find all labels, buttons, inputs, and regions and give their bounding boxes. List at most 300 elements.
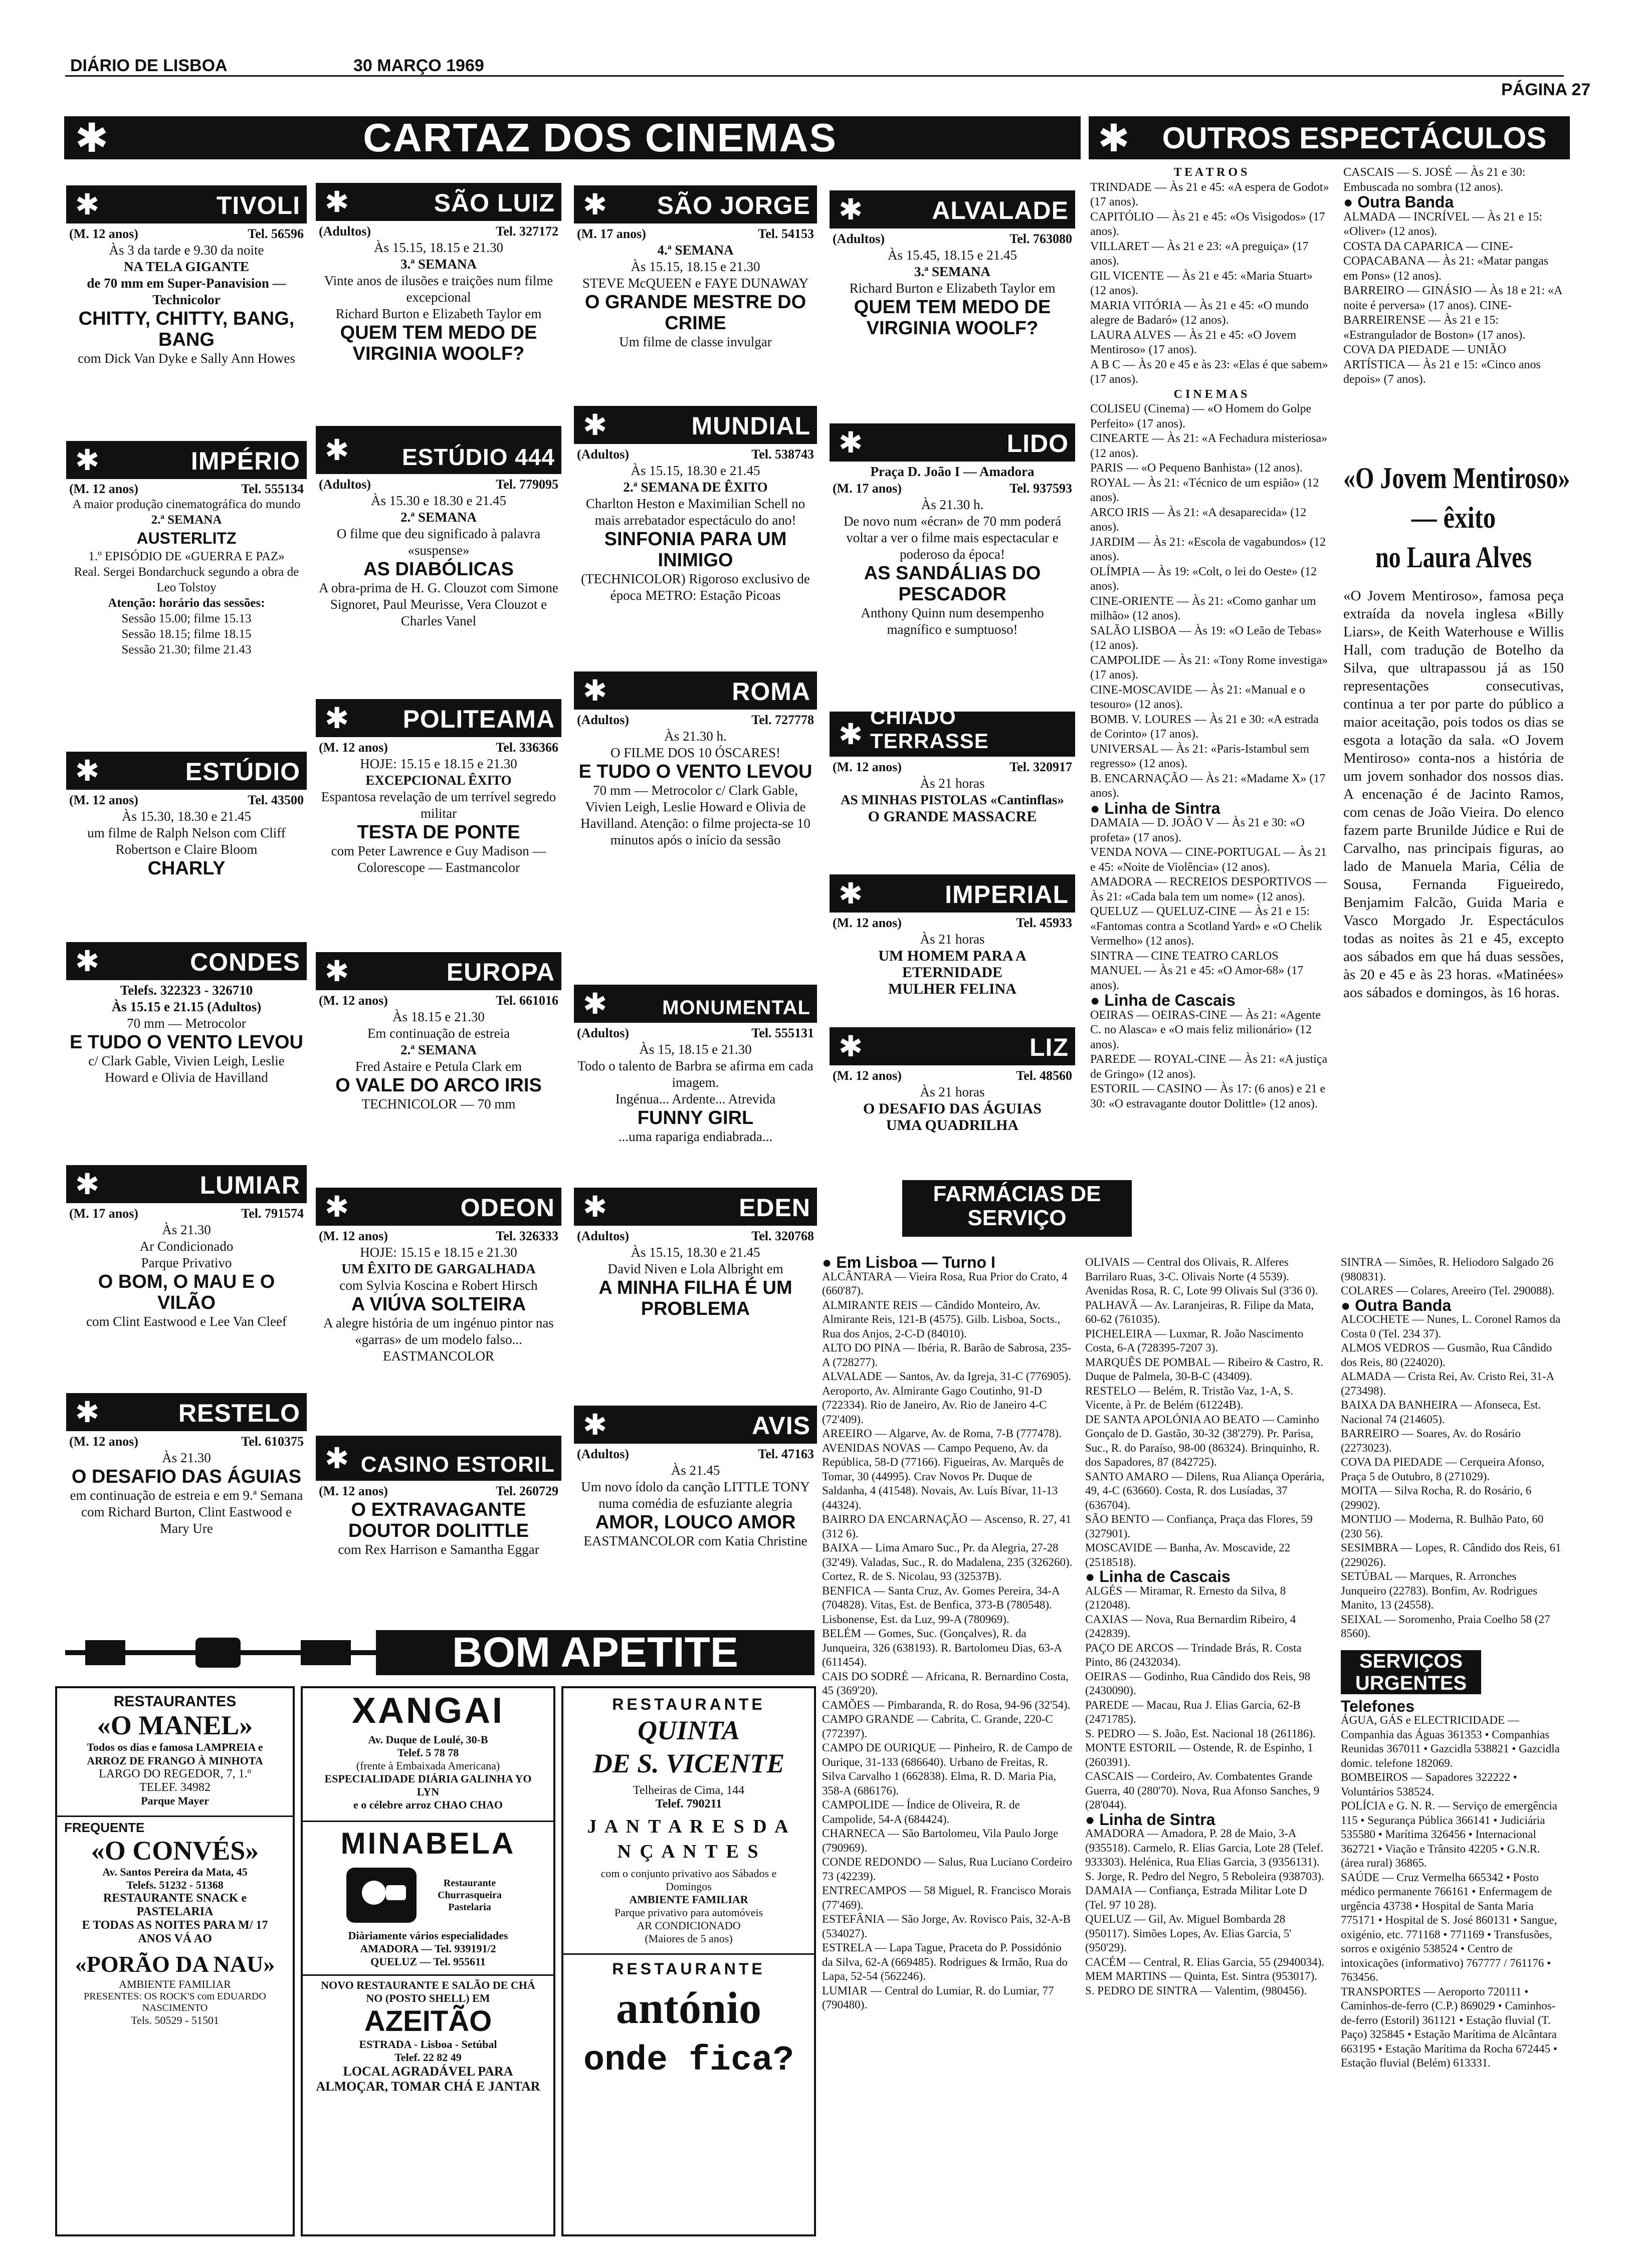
showtimes: Às 18.15 e 21.30 (392, 1009, 485, 1024)
section-heading: C I N E M A S (1173, 387, 1248, 401)
cartaz-banner (64, 116, 1081, 159)
info: ...uma rapariga endiabrada... (618, 1129, 773, 1144)
listing: SINTRA — Simões, R. Heliodoro Salgado 26 (980831). (1341, 1256, 1554, 1283)
listing: VENDA NOVA — CINE-PORTUGAL — Às 21 e 45: «Noite de Violência» (12 anos). (1090, 846, 1327, 874)
film-title: UMA QUADRILHA (886, 1117, 1019, 1133)
rating: (M. 12 anos) (833, 760, 902, 774)
ad-text: J A N T A R E S D A N Ç A N T E S (587, 1816, 790, 1862)
phone: Tel. 661016 (496, 993, 558, 1008)
listing: SALÃO LISBOA — Às 19: «O Leão de Tebas» (12 anos). (1090, 624, 1322, 652)
rating: (M. 12 anos) (69, 482, 138, 496)
asterisk-icon: ✱ (68, 944, 107, 979)
info: De novo num «écran» de 70 mm poderá voltar a ver o filme mais espectacular e poderoso da época! (843, 514, 1062, 562)
cinema-imperial (830, 874, 1075, 997)
listing: AMADORA — Amadora, P. 28 de Maio, 3-A (935518). Carmelo, R. Elias Garcia, Lote 28 (Telef. 933303). Helénica, Rua Elias Garcia, 3 (9356131). S. Jorge, R. Pedro del Negro, 5 Reboleira (938703). (1085, 1827, 1324, 1883)
asterisk-icon: ✱ (68, 1395, 107, 1430)
restaurant-quinta-ad (561, 1686, 816, 2236)
showtimes: Às 15.15, 18.15 e 21.30 (374, 240, 503, 255)
cast: Anthony Quinn num desempenho magnífico e sumptuoso! (861, 605, 1044, 637)
cinema-monumental (574, 985, 817, 1145)
info: 2.ª SEMANA (151, 513, 222, 527)
asterisk-icon: ✱ (831, 713, 870, 755)
listing: OLÍMPIA — Às 19: «Colt, o lei do Oeste» (12 anos). (1090, 565, 1317, 593)
phone: Tel. 937593 (1009, 481, 1072, 496)
listing: BARREIRO — GINÁSIO — Às 18 e 21: «A noite é perversa» (17 anos). CINE-BARREIRENSE — Às 21 e 15: «Estrangulador de Boston» (17 anos). (1343, 284, 1562, 342)
showtimes: Às 21.30 h. (664, 729, 727, 744)
ad-text: RESTAURANTE SNACK e PASTELARIA (103, 1892, 247, 1918)
cartaz-title: CARTAZ DOS CINEMAS (363, 115, 837, 160)
cinema-name: RESTELO (107, 1395, 305, 1430)
listing: CINEARTE — Às 21: «A Fechadura misteriosa» (12 anos). (1090, 432, 1328, 460)
listing: CAPITÓLIO — Às 21 e 45: «Os Visigodos» (17 anos). (1090, 210, 1325, 238)
rating: (Adultos) (577, 1026, 630, 1040)
cinema-alvalade (830, 190, 1075, 339)
cinema-name: MONUMENTAL (615, 986, 816, 1021)
address: Av. Duque de Loulé, 30-B (368, 1733, 488, 1746)
listing: PICHELEIRA — Luxmar, R. João Nascimento Costa, 6-A (728395-7207 3). (1085, 1327, 1304, 1354)
cinema-name: SÃO LUIZ (356, 184, 560, 219)
restaurant-o-manel-ad (55, 1686, 295, 2236)
cast: David Niven e Lola Albright em (607, 1261, 783, 1276)
section-heading: ● Outra Banda (1341, 1296, 1452, 1314)
cinema-restelo (66, 1393, 307, 1537)
phone: Tel. 763080 (1009, 232, 1072, 246)
cinema-name: ALVALADE (870, 192, 1074, 227)
film-title: UM HOMEM PARA A ETERNIDADE (878, 948, 1027, 981)
info: NA TELA GIGANTE (123, 259, 250, 274)
info: O filme que deu significado à palavra «suspense» (336, 526, 541, 558)
listing: DAMAIA — Confiança, Estrada Militar Lote D (Tel. 97 10 28). (1085, 1884, 1307, 1911)
listing: CINE-ORIENTE — Às 21: «Como ganhar um milhão» (12 anos). (1090, 594, 1316, 622)
cast: em continuação de estreia e em 9.ª Semana com Richard Burton, Clint Eastwood e Mary Ure (70, 1488, 303, 1536)
phone: Tel. 48560 (1016, 1068, 1072, 1083)
phone: QUELUZ — Tel. 955611 (370, 1955, 486, 1968)
cinema-name: SÃO JORGE (615, 187, 816, 222)
listing: B. ENCARNAÇÃO — Às 21: «Madame X» (17 anos). (1090, 772, 1326, 800)
listing: ALGÉS — Miramar, R. Ernesto da Silva, 8 (212048). (1085, 1584, 1286, 1611)
ad-text: PRESENTES: OS ROCK'S com EDUARDO NASCIMENTO (84, 1991, 266, 2013)
info: Atenção: horário das sessões: (108, 596, 265, 610)
listing: SESIMBRA — Lopes, R. Cândido dos Reis, 61 (229026). (1341, 1541, 1561, 1568)
asterisk-icon: ✱ (831, 876, 870, 911)
listing: ROYAL — Às 21: «Técnico de um espião» (12 anos). (1090, 476, 1319, 504)
info: 70 mm — Metrocolor (127, 1016, 246, 1031)
listing: AREEIRO — Algarve, Av. de Roma, 7-B (777478). (822, 1427, 1062, 1440)
listing: LUMIAR — Central do Lumiar, R. do Lumiar, 77 (790480). (822, 1984, 1054, 2011)
address: Telheiras de Cima, 144 (633, 1784, 745, 1797)
cinema-tivoli (66, 185, 307, 367)
info: AS MINHAS PISTOLAS «Cantinflas» (841, 792, 1064, 807)
cast: EASTMANCOLOR com Katia Christine (583, 1533, 807, 1548)
asterisk-icon: ✱ (317, 1437, 356, 1479)
section-heading: ● Outra Banda (1343, 193, 1454, 211)
rating: (M. 12 anos) (69, 226, 138, 241)
phone: Tel. 320768 (751, 1229, 814, 1243)
listing: ESTORIL — CASINO — Às 17: (6 anos) e 21 e 30: «O estravagante doutor Dolittle» (12 anos). (1090, 1082, 1326, 1110)
showtimes: Às 21 horas (920, 932, 985, 947)
info: UM ÊXITO DE GARGALHADA (341, 1261, 536, 1276)
listing: OEIRAS — OEIRAS-CINE — Às 21: «Agente C. no Alasca» e «O mais feliz milionário» (12 anos). (1090, 1008, 1321, 1051)
restaurant-name: MINABELA (340, 1827, 516, 1860)
info: Em continuação de estreia (367, 1026, 510, 1041)
cinema-europa (316, 952, 561, 1112)
film-title: CHITTY, CHITTY, BANG, BANG (78, 308, 295, 350)
listing: ALCOCHETE — Nunes, L. Coronel Ramos da Costa 0 (Tel. 234 37). (1341, 1313, 1561, 1340)
film-title: O BOM, O MAU E O VILÃO (98, 1271, 275, 1313)
showtimes: Às 21.45 (671, 1463, 720, 1478)
address: LARGO DO REGEDOR, 7, 1.º (98, 1767, 252, 1780)
cinema-avis (574, 1406, 817, 1549)
showtimes: Às 3 da tarde e 9.30 da noite (109, 243, 264, 258)
listing: BAIXA DA BANHEIRA — Afonseca, Est. Nacional 74 (214605). (1341, 1399, 1541, 1426)
asterisk-icon: ✱ (575, 187, 615, 222)
cinema-name: LIZ (870, 1029, 1074, 1064)
info: 2.ª SEMANA (400, 1042, 477, 1057)
listing: SAÚDE — Cruz Vermelha 665342 • Posto médico permanente 766161 • Enfermagem de urgência 43738 • Hospital de Santa Maria 775171 • Hospital de S. José 860131 • Sangue, oxigénio, etc. 771168 • 771169 • Transfusões, sorros e oxigénio 538524 • Centro de intoxicações (informativo) 767777 / 761176 • 763456. (1341, 1871, 1557, 1983)
paper-date: 30 MARÇO 1969 (353, 56, 484, 75)
listing: JARDIM — Às 21: «Escola de vagabundos» (12 anos). (1090, 535, 1326, 563)
paper-name: DIÁRIO DE LISBOA (70, 56, 228, 75)
cutlery-icon (65, 1630, 376, 1675)
rating: (M. 17 anos) (577, 226, 646, 241)
showtimes: HOJE: 15.15 e 18.15 e 21.30 (360, 756, 517, 771)
ad-text: com o conjunto privativo aos Sábados e Domingos (600, 1867, 777, 1893)
ad-text: E TODAS AS NOITES PARA M/ 17 ANOS VÁ AO (82, 1919, 268, 1945)
cinema-imperio (66, 441, 307, 657)
listing: TRANSPORTES — Aeroporto 720111 • Caminhos-de-ferro (C.P.) 869029 • Caminhos-de-ferro (Estoril) 361121 • Estação fluvial (T. Paço) 325845 • Estação Marítima de Alcântara 663195 • Estação Marítima da Rocha 672445 • Estação fluvial (Belém) 613331. (1341, 1985, 1557, 2069)
listing: QUELUZ — QUELUZ-CINE — Às 21 e 15: «Fantomas contra a Scotland Yard» e «O Chelik Vermelho» (12 anos). (1090, 905, 1322, 948)
film-title: SINFONIA PARA UM INIMIGO (604, 529, 787, 571)
cinema-name: POLITEAMA (356, 701, 560, 736)
showtimes: Às 21 horas (920, 1084, 985, 1099)
info: Vinte anos de ilusões e traições num filme excepcional (324, 273, 553, 305)
rating: (M. 12 anos) (319, 1484, 388, 1498)
listing: MONTIJO — Moderna, R. Bulhão Pato, 60 (230 56). (1341, 1513, 1544, 1540)
restaurant-name: XANGAI (351, 1691, 505, 1731)
listing: DAMAIA — D. JOÃO V — Às 21 e 30: «O profeta» (17 anos). (1090, 816, 1305, 844)
listing: SEIXAL — Soromenho, Praia Coelho 58 (27 8560). (1341, 1613, 1550, 1640)
asterisk-icon: ✱ (831, 1029, 870, 1064)
ad-text: Parque Mayer (141, 1794, 209, 1807)
listing: ALMOS VEDROS — Gusmão, Rua Cândido dos Reis, 80 (224020). (1341, 1341, 1552, 1369)
asterisk-icon: ✱ (317, 701, 356, 736)
film-title: AMOR, LOUCO AMOR (595, 1512, 796, 1533)
film-title: O GRANDE MASSACRE (868, 808, 1037, 825)
listing: ALVALADE — Santos, Av. da Igreja, 31-C (776905). Aeroporto, Av. Almirante Gago Coutinho, 91-D (722334). Rio de Janeiro, Av. Rio de Janeiro 4-C (72'409). (822, 1370, 1072, 1426)
listing: COVA DA PIEDADE — Cerqueira Afonso, Praça 5 de Outubro, 8 (271029). (1341, 1456, 1544, 1483)
farmacias-column-2 (1085, 1255, 1326, 1998)
ad-heading: NOVO RESTAURANTE E SALÃO DE CHÁ NO (POSTO SHELL) EM (321, 1979, 535, 2004)
chef-logo-icon (344, 1865, 419, 1925)
rating: (Adultos) (319, 224, 371, 239)
film-title: QUEM TEM MEDO DE VIRGINIA WOOLF? (854, 297, 1051, 339)
asterisk-icon: ✱ (317, 427, 356, 473)
cast: um filme de Ralph Nelson com Cliff Robertson e Claire Bloom (87, 825, 286, 857)
showtimes: Às 21.30 h. (921, 497, 984, 512)
asterisk-icon: ✱ (575, 1407, 615, 1442)
asterisk-icon: ✱ (317, 954, 356, 989)
listing: MARIA VITÓRIA — Às 21 e 45: «O mundo alegre de Badaró» (12 anos). (1090, 299, 1309, 327)
restaurant-name: antónio (616, 1983, 762, 2033)
listing: OLIVAIS — Central dos Olivais, R. Alferes Barrilaro Ruas, 3-C. Olivais Norte (4 5539). Avenidas Rosa, R. C, Lote 99 Olivais Sul (3'36 0). (1085, 1256, 1318, 1297)
ad-text: Todos os dias e famosa LAMPREIA e ARROZ DE FRANGO À MINHOTA (87, 1741, 263, 1767)
film-title: QUEM TEM MEDO DE VIRGINIA WOOLF? (340, 322, 537, 364)
restaurant-name: AZEITÃO (364, 2005, 492, 2037)
rating: (M. 12 anos) (69, 1434, 138, 1449)
section-heading: Telefones (1341, 1697, 1414, 1715)
listing: CACÉM — Central, R. Elias Garcia, 55 (2940034). (1085, 1955, 1325, 1968)
listing: AVENIDAS NOVAS — Campo Pequeno, Av. da República, 58-D (77166). Figueiras, Av. Marquês de Tomar, 30 (44995). Crav Novos Pr. Duque de Saldanha, 4 (41548). Novais, Av. Luís Bívar, 11-13 (44324). (822, 1441, 1064, 1511)
listing: MARQUÊS DE POMBAL — Ribeiro & Castro, R. Duque de Palmela, 30-B-C (43409). (1085, 1355, 1324, 1383)
rating: (M. 12 anos) (319, 740, 388, 755)
cinema-chiado-terrasse (830, 705, 1075, 825)
restaurant-name: QUINTA (637, 1715, 740, 1745)
listing: CAMPOLIDE — Índice de Oliveira, R. de Campolide, 54-A (684424). (822, 1798, 1020, 1826)
listing: POLÍCIA e G. N. R. — Serviço de emergência 115 • Segurança Pública 366141 • Judiciária 535580 • Marítima 326456 • Internacional 362721 • Viação e Trânsito 42205 • G.N.R. (área rural) 36865. (1341, 1799, 1558, 1869)
ad-text: onde fica? (583, 2041, 794, 2081)
article-title: — êxito (1411, 501, 1496, 534)
section-heading: ● Linha de Cascais (1085, 1567, 1231, 1585)
listing: ALMADA — Crista Rei, Av. Cristo Rei, 31-A (273498). (1341, 1370, 1554, 1397)
showtimes: Às 21.30 (162, 1450, 211, 1465)
servicos-title: SERVIÇOS URGENTES (1341, 1650, 1481, 1694)
listing: PAREDE — Macau, Rua J. Elias Garcia, 62-B (2471785). (1085, 1698, 1301, 1725)
cinema-lumiar (66, 1165, 307, 1330)
listing: CHARNECA — São Bartolomeu, Vila Paulo Jorge (790969). (822, 1827, 1059, 1854)
cinema-name: IMPERIAL (870, 876, 1074, 911)
cast: com Sylvia Koscina e Robert Hirsch (339, 1278, 538, 1293)
phone: Tel. 54153 (758, 226, 814, 241)
info: (TECHNICOLOR) Rigoroso exclusivo de época METRO: Estação Picoas (581, 571, 810, 603)
film-title: MULHER FELINA (888, 981, 1016, 997)
farmacias-title: FARMÁCIAS DE SERVIÇO (902, 1180, 1132, 1237)
outros-banner (1089, 116, 1570, 159)
ad-text: AR CONDICIONADO (637, 1919, 741, 1932)
cast: STEVE McQUEEN e FAYE DUNAWAY (582, 276, 809, 291)
farmacias-column-1 (822, 1255, 1073, 2012)
listing: ARCO IRIS — Às 21: «A desaparecida» (12 anos). (1090, 506, 1307, 534)
listing: CAMÕES — Pimbaranda, R. do Rosa, 94-96 (32'54). (822, 1698, 1071, 1711)
asterisk-icon: ✱ (575, 407, 615, 442)
film-title: O VALE DO ARCO IRIS (335, 1075, 542, 1096)
showtimes: Às 15.15, 18.30 e 21.45 (631, 463, 760, 478)
showtimes: Às 15.15, 18.15 e 21.30 (631, 259, 760, 274)
rating: (Adultos) (577, 713, 630, 727)
phone: Tel. 47163 (758, 1447, 814, 1461)
info: Espantosa revelação de um terrível segredo militar (321, 789, 556, 821)
cast: Richard Burton e Elizabeth Taylor em (849, 281, 1056, 296)
phone: Tel. 326333 (496, 1229, 558, 1243)
info: Parque Privativo (141, 1255, 232, 1270)
info: Ar Condicionado (139, 1239, 234, 1254)
phone: Telefs. 322323 - 326710 (120, 983, 253, 998)
asterisk-icon: ✱ (831, 425, 870, 460)
film-title: E TUDO O VENTO LEVOU (70, 1032, 303, 1053)
info: 2.ª SEMANA DE ÊXITO (623, 480, 768, 495)
phone: Tel. 538743 (751, 447, 814, 462)
film-title: AUSTERLITZ (136, 529, 237, 547)
listing: COSTA DA CAPARICA — CINE-COPACABANA — Às 21: «Matar pangas em Pons» (12 anos). (1343, 240, 1549, 283)
listing: GIL VICENTE — Às 21 e 45: «Maria Stuart» (12 anos). (1090, 269, 1313, 297)
listing: BAIXA — Lima Amaro Suc., Pr. da Alegria, 27-28 (32'49). Valadas, Suc., R. do Madalena, 235 (326260). Cortez, R. de S. Nicolau, 93 (32537B). (822, 1541, 1073, 1582)
session: Sessão 18.15; filme 18.15 (121, 627, 252, 641)
ad-text: (Maiores de 5 anos) (645, 1932, 733, 1945)
ad-text: Diàriamente vários especialidades (348, 1929, 508, 1942)
cinema-name: ESTÚDIO (107, 753, 305, 788)
ad-text: AMBIENTE FAMILIAR (629, 1893, 748, 1906)
phone: Tel. 56596 (248, 226, 304, 241)
info: de 70 mm em Super-Panavision — Technicolor (87, 276, 286, 307)
listing: MONTE ESTORIL — Ostende, R. de Espinho, 1 (260391). (1085, 1741, 1313, 1768)
rating: (M. 12 anos) (833, 1068, 902, 1083)
phone: Telef. 22 82 49 (394, 2051, 462, 2064)
asterisk-icon: ✱ (831, 192, 870, 227)
cinema-name: CASINO ESTORIL (356, 1437, 560, 1479)
cinema-name: CHIADO TERRASSE (870, 713, 1074, 755)
listing: ENTRECAMPOS — 58 Miguel, R. Francisco Morais (77'469). (822, 1884, 1072, 1911)
info: Ingénua... Ardente... Atrevida (615, 1091, 776, 1106)
phone: Telefs. 51232 - 51368 (126, 1879, 224, 1891)
cinema-eden (574, 1188, 817, 1319)
cinema-roma (574, 671, 817, 848)
cinema-name: EUROPA (356, 954, 560, 989)
rating: (Adultos) (577, 447, 630, 462)
listing: DE SANTA APOLÓNIA AO BEATO — Caminho Gonçalo de D. Gastão, 30-32 (38'279). Pr. Parisa, Suc., R. do Paraíso, 98-00 (86324). Brinquinho, R. dos Sapadores, 87 (842725). (1085, 1413, 1320, 1468)
listing: BOMB. V. LOURES — Às 21 e 30: «A estrada de Corinto» (17 anos). (1090, 713, 1319, 741)
cast: Charlton Heston e Maximilian Schell no mais arrebatador espectáculo do ano! (585, 496, 805, 528)
phone: Tel. 260729 (496, 1484, 558, 1498)
listing: BENFICA — Santa Cruz, Av. Gomes Pereira, 34-A (704828). Vitas, Est. de Benfica, 373-B (780548). Lisbonense, Est. da Luz, 99-A (780969). (822, 1584, 1060, 1626)
session: Sessão 15.00; filme 15.13 (121, 612, 252, 625)
listing: QUELUZ — Gil, Av. Miguel Bombarda 28 (950117). Simões Lopes, Av. Elias Garcia, 5' (950'29). (1085, 1913, 1292, 1954)
showtimes: Às 21 horas (920, 776, 985, 791)
phone: Tel. 45933 (1016, 916, 1072, 930)
cinema-mundial (574, 406, 817, 604)
film-title: TESTA DE PONTE (357, 822, 520, 843)
phone: Tel. 791574 (241, 1206, 304, 1221)
info: O FILME DOS 10 ÓSCARES! (610, 745, 781, 760)
listing: A B C — Às 20 e 45 e às 23: «Elas é que sabem» (17 anos). (1090, 358, 1328, 386)
cast: Fred Astaire e Petula Clark em (355, 1059, 522, 1074)
film-title: O EXTRAVAGANTE DOUTOR DOLITTLE (348, 1499, 529, 1541)
ad-text: e o célebre arroz CHAO CHAO (353, 1798, 503, 1811)
listing: TRINDADE — Às 21 e 45: «A espera de Godot» (17 anos). (1090, 180, 1329, 208)
film-title: FUNNY GIRL (637, 1107, 754, 1128)
bom-apetite-banner (65, 1629, 814, 1676)
listing: CONDE REDONDO — Salus, Rua Luciano Cordeiro 73 (42239). (822, 1856, 1072, 1883)
phone: TELEF. 34982 (139, 1781, 211, 1794)
rating: (M. 17 anos) (833, 481, 902, 496)
listing: SETÚBAL — Marques, R. Arronches Junqueiro (22783). Bonfim, Av. Rodrigues Manito, 13 (24558). (1341, 1570, 1538, 1611)
listing: COLARES — Colares, Areeiro (Tel. 290088). (1341, 1284, 1555, 1297)
phone: Telef. 790211 (655, 1797, 722, 1810)
listing: ALMADA — INCRÍVEL — Às 21 e 15: «Oliver» (12 anos). (1343, 210, 1543, 238)
listing: S. PEDRO DE SINTRA — Valentim, (980456). (1085, 1984, 1307, 1997)
cinema-name: IMPÉRIO (107, 442, 305, 478)
cinema-name: TIVOLI (107, 187, 305, 222)
section-heading: ● Linha de Sintra (1090, 799, 1220, 817)
listing: MOITA — Silva Rocha, R. do Rosário, 6 (29902). (1341, 1484, 1532, 1511)
restaurant-xangai-ad (301, 1686, 555, 2236)
ad-heading: RESTAURANTES (113, 1693, 237, 1710)
cinema-sao-luiz (316, 183, 561, 364)
film-title: E TUDO O VENTO LEVOU (578, 761, 812, 782)
address: ESTRADA - Lisboa - Setúbal (359, 2038, 497, 2051)
asterisk-icon: ✱ (575, 1189, 615, 1224)
film-title: A MINHA FILHA É UM PROBLEMA (598, 1277, 792, 1319)
cinema-name: AVIS (615, 1407, 816, 1442)
showtimes: Às 15.15, 18.30 e 21.45 (631, 1245, 760, 1260)
info: 4.ª SEMANA (657, 243, 734, 258)
info: TECHNICOLOR — 70 mm (361, 1096, 516, 1111)
phone: Tel. 610375 (241, 1434, 304, 1449)
listing: PALHAVÃ — Av. Laranjeiras, R. Filipe da Mata, 60-62 (761035). (1085, 1298, 1314, 1325)
film-title: O DESAFIO DAS ÁGUIAS (71, 1466, 302, 1487)
showtimes: Às 15.30 e 18.30 e 21.45 (371, 493, 506, 508)
showtimes: Às 15.15 e 21.15 (Adultos) (111, 999, 262, 1014)
listing: LAURA ALVES — Às 21 e 45: «O Jovem Mentiroso» (17 anos). (1090, 328, 1297, 356)
cinema-name: MUNDIAL (615, 407, 816, 442)
article-body: «O Jovem Mentiroso», famosa peça extraída da novela inglesa «Billy Liars», de Keith Waterhouse e Willis Hall, com tradução de Botelho da Silva, que ultrapassou já as 150 representações consecutivas, continua a ter por parte do público a maior aceitação, pois todos os dias se esgota a lotação da sala. «O Jovem Mentiroso» conta-nos a história de um jovem sonhador dos nossos dias. A encenação é de Jacinto Ramos, com cenas de João Vieira. Do elenco fazem parte Brunilde Júdice e Rui de Carvalho, nas principais figuras, ao lado de Manuela Maria, Célia de Sousa, Fernanda Figueiredo, Benjamim Falcão, Guida Maria e Vasco Morgado Jr. Espectáculos todas as noites às 21 e 45, excepto aos sábados em que há duas sessões, às 20 e 45 e às 23 horas. «Matinées» aos sábados e domingos, às 16 horas. (1343, 588, 1564, 1001)
article-title: no Laura Alves (1375, 541, 1532, 574)
asterisk-icon: ✱ (68, 1167, 107, 1202)
listing: ESTEFÂNIA — São Jorge, Av. Rovisco Pais, 32-A-B (534027). (822, 1913, 1071, 1940)
showtimes: Às 15.30, 18.30 e 21.45 (122, 809, 251, 824)
listing: PAREDE — ROYAL-CINE — Às 21: «A justiça de Gringo» (12 anos). (1090, 1053, 1328, 1081)
ad-heading: RESTAURANTE (612, 1695, 765, 1713)
listing: BARREIRO — Soares, Av. do Rosário (2273023). (1341, 1427, 1521, 1454)
listing: ALCÂNTARA — Vieira Rosa, Rua Prior do Crato, 4 (660'87). (822, 1270, 1068, 1297)
cinema-sao-jorge (574, 185, 817, 350)
listing: RESTELO — Belém, R. Tristão Vaz, 1-A, S. Vicente, à Pr. de Belém (61224B). (1085, 1384, 1293, 1411)
showtimes: HOJE: 15.15 e 18.15 e 21.30 (360, 1245, 517, 1260)
cinema-odeon (316, 1188, 561, 1365)
rating: (M. 12 anos) (319, 993, 388, 1008)
showtimes: Às 15, 18.15 e 21.30 (639, 1042, 752, 1057)
listing: CAMPO DE OURIQUE — Pinheiro, R. de Campo de Ourique, 31-133 (686640). Urbano de Freitas, R. Silva Carvalho 1 (662838). Elma, R. D. Maria Pia, 358-A (686176). (822, 1741, 1073, 1797)
info: 1.º EPISÓDIO DE «GUERRA E PAZ» (88, 550, 285, 563)
listing: CINE-MOSCAVIDE — Às 21: «Manual e o tesouro» (12 anos). (1090, 683, 1305, 711)
address: Praça D. João I — Amadora (870, 464, 1035, 479)
asterisk-icon: ✱ (575, 986, 615, 1021)
ad-heading: RESTAURANTE (612, 1960, 765, 1978)
cinema-name: ESTÚDIO 444 (356, 427, 560, 473)
phone: AMADORA — Tel. 939191/2 (360, 1942, 496, 1955)
phone: Tel. 320917 (1009, 760, 1072, 774)
listing: CAMPO GRANDE — Cabrita, C. Grande, 220-C (772397). (822, 1713, 1053, 1740)
listing: ÁGUA, GÁS e ELECTRICIDADE — Companhia das Águas 361353 • Companhias Reunidas 367011 • Gazcidla 538821 • Gazcidla domic. telefone 182069. (1341, 1714, 1560, 1769)
film-title: A VIÚVA SOLTEIRA (351, 1294, 526, 1315)
cinema-casino-estoril (316, 1436, 561, 1558)
info: A maior produção cinematográfica do mundo (72, 498, 301, 511)
phone: Tels. 50529 - 51501 (131, 2014, 219, 2026)
cinema-name: ODEON (356, 1189, 560, 1224)
listing: COVA DA PIEDADE — UNIÃO ARTÍSTICA — Às 21 e 15: «Cinco anos depois» (7 anos). (1343, 343, 1541, 386)
rating: (Adultos) (833, 232, 885, 246)
cinema-name: ROMA (615, 673, 816, 708)
cast: com Clint Eastwood e Lee Van Cleef (86, 1314, 287, 1329)
section-heading: T E A T R O S (1173, 166, 1248, 179)
section-heading: ● Linha de Cascais (1090, 991, 1236, 1009)
asterisk-icon: ✱ (1098, 115, 1130, 160)
section-heading: ● Em Lisboa — Turno I (822, 1253, 995, 1271)
listing: CAIS DO SODRÉ — Africana, R. Bernardino Costa, 45 (369'20). (822, 1670, 1069, 1697)
rating: (Adultos) (577, 1229, 630, 1243)
cinema-estudio (66, 752, 307, 879)
listing: PARIS — «O Pequeno Banhista» (12 anos). (1090, 462, 1303, 475)
cinema-liz (830, 1027, 1075, 1133)
cinema-politeama (316, 699, 561, 876)
